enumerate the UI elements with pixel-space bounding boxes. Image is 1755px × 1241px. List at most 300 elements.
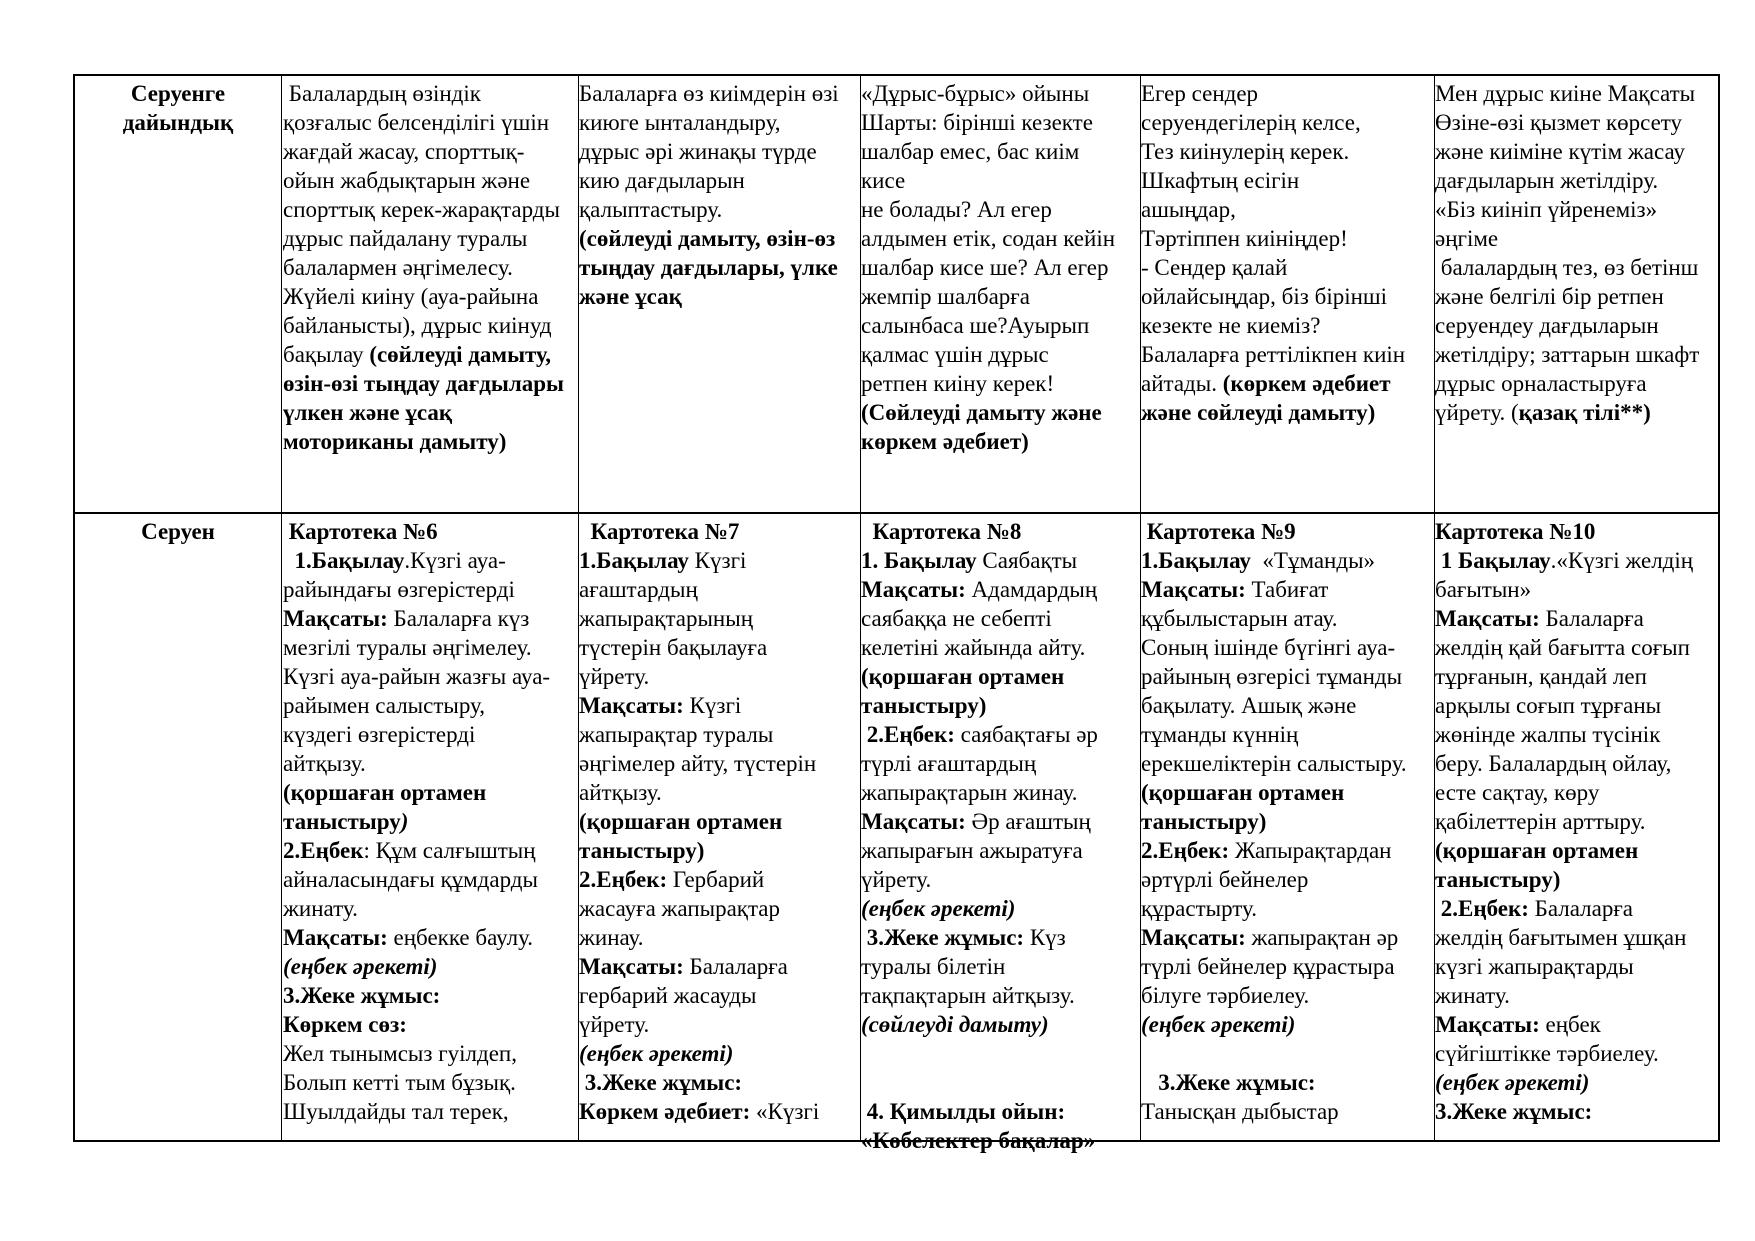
text-run: Мақсаты:	[1435, 606, 1540, 631]
text-line	[1435, 311, 1717, 340]
text-run: 3.Жеке жұмыс:	[1435, 1099, 1593, 1124]
text-line	[283, 282, 577, 311]
text-run: үйрету. (	[1435, 400, 1519, 425]
text-line	[579, 282, 859, 311]
text-run: (қоршаған ортамен	[579, 809, 783, 834]
text-run: Шкафтың есігін	[1141, 168, 1300, 193]
text-run: (еңбек әрекеті)	[1435, 1070, 1590, 1095]
text-line	[861, 575, 1139, 604]
row-heading-line: Серуенге	[130, 81, 226, 106]
text-run: Жел тынымсыз гуілдеп,	[283, 1041, 517, 1066]
text-line	[1141, 923, 1433, 952]
text-run: өзін-өзі тыңдау дағдылары	[283, 371, 564, 396]
text-run: Мақсаты:	[861, 577, 966, 602]
text-line	[1435, 166, 1717, 195]
text-line	[1141, 865, 1433, 894]
text-line	[861, 340, 1139, 369]
text-line	[283, 108, 577, 137]
text-line	[579, 253, 859, 282]
text-line	[1435, 253, 1717, 282]
text-line	[1141, 108, 1433, 137]
text-line	[283, 923, 577, 952]
text-line	[861, 1126, 1139, 1155]
text-line	[1435, 575, 1717, 604]
text-run: қабілеттерін арттыру.	[1435, 809, 1646, 834]
text-line	[861, 282, 1139, 311]
text-line	[1435, 836, 1717, 865]
text-run: Мақсаты:	[1141, 577, 1246, 602]
text-line	[283, 137, 577, 166]
text-run: «Тұманды»	[1250, 548, 1376, 573]
text-line	[1141, 398, 1433, 427]
text-run: райының өзгерісі тұманды	[1141, 664, 1403, 689]
text-line	[861, 1010, 1139, 1039]
text-line	[1141, 79, 1433, 108]
text-run: тұрғанын, қандай леп	[1435, 664, 1647, 689]
text-line	[1141, 749, 1433, 778]
text-run: Балаларға	[1528, 896, 1634, 921]
text-run: «Дұрыс-бұрыс» ойыны	[861, 81, 1090, 106]
text-run: әңгімелер айту, түстерін	[579, 751, 817, 776]
text-run: ойын жабдықтарын және	[283, 168, 531, 193]
text-line	[283, 224, 577, 253]
text-run: және ұсақ	[579, 284, 682, 309]
cell-walk-card-8	[861, 517, 1139, 1153]
text-run: Мақсаты:	[579, 954, 684, 979]
cell-walk-card-6	[283, 517, 577, 1139]
text-run: Табиғат	[1245, 577, 1329, 602]
text-line	[861, 1068, 1139, 1097]
text-line	[1141, 311, 1433, 340]
table-column-divider	[281, 74, 282, 1142]
text-line	[1141, 836, 1433, 865]
text-run: Күз	[1024, 925, 1066, 950]
text-run: бақылату. Ашық және	[1141, 693, 1357, 718]
text-run: балалардың тез, өз бетінш	[1435, 255, 1699, 280]
text-run: Көркем әдебиет:	[579, 1099, 751, 1124]
text-line	[1435, 224, 1717, 253]
text-run: Күзгі ауа-райын жазғы ауа-	[283, 664, 551, 689]
text-run: Гербарий	[667, 867, 765, 892]
table-border-left	[73, 74, 75, 1142]
text-line	[861, 195, 1139, 224]
text-run: және киіміне күтім жасау	[1435, 139, 1686, 164]
table-border-right	[1718, 74, 1720, 1142]
text-run: Күзгі	[683, 693, 742, 718]
text-run: Балаларға реттілікпен киін	[1141, 342, 1406, 367]
text-run: Егер сендер	[1141, 81, 1259, 106]
text-run: (еңбек әрекеті)	[283, 954, 438, 979]
text-run: Мен дұрыс киіне Мақсаты	[1435, 81, 1696, 106]
text-run: Балалардың өзіндік	[283, 81, 481, 106]
text-line	[1141, 369, 1433, 398]
text-line	[861, 79, 1139, 108]
text-run: (еңбек әрекеті)	[1141, 1012, 1296, 1037]
text-line	[579, 749, 859, 778]
text-run: дұрыс орналастыруға	[1435, 371, 1647, 396]
text-run: : Құм салғыштың	[363, 838, 536, 863]
text-line	[1141, 894, 1433, 923]
text-run: тұманды күннің	[1141, 722, 1299, 747]
text-run: Жүйелі киіну (ауа-райына	[283, 284, 539, 309]
text-run: күзгі жапырақтарды	[1435, 954, 1634, 979]
text-run: және белгілі бір ретпен	[1435, 284, 1664, 309]
text-line	[579, 662, 859, 691]
text-line	[1435, 137, 1717, 166]
text-run: 2.Еңбек:	[1141, 838, 1230, 863]
text-line	[1435, 923, 1717, 952]
text-line	[861, 427, 1139, 456]
row-heading-line: дайындық	[122, 110, 234, 135]
text-line	[579, 1039, 859, 1068]
text-line	[861, 517, 1139, 546]
text-run: айтады.	[1141, 371, 1223, 396]
text-run: 3.Жеке жұмыс:	[579, 1070, 743, 1095]
text-line	[283, 778, 577, 807]
text-run: (қоршаған ортамен	[283, 780, 487, 805]
text-line	[861, 865, 1139, 894]
text-run: үйрету.	[579, 664, 650, 689]
text-line	[579, 604, 859, 633]
text-line	[579, 1010, 859, 1039]
text-line	[1141, 952, 1433, 981]
text-run: Мақсаты:	[1435, 1012, 1540, 1037]
text-run: айналасындағы құмдарды	[283, 867, 538, 892]
text-line	[861, 224, 1139, 253]
text-line	[579, 778, 859, 807]
text-line	[579, 195, 859, 224]
text-run: үйрету.	[579, 1012, 650, 1037]
text-line	[579, 546, 859, 575]
text-line	[579, 836, 859, 865]
text-line	[1435, 517, 1717, 546]
text-run: алдымен етік, содан кейін	[861, 226, 1116, 251]
text-run: еңбек	[1539, 1012, 1601, 1037]
text-run: Адамдардың	[965, 577, 1098, 602]
text-run: (еңбек әрекеті)	[579, 1041, 734, 1066]
text-run: қазақ тілі**)	[1518, 400, 1651, 425]
text-run: Мақсаты:	[283, 925, 388, 950]
text-line	[861, 633, 1139, 662]
text-line	[861, 1039, 1139, 1068]
text-line	[1435, 604, 1717, 633]
text-run: 2.Еңбек:	[861, 722, 955, 747]
text-run: бақылау	[283, 342, 370, 367]
text-run: (қоршаған ортамен	[1435, 838, 1639, 863]
cell-walk-preparation-day-4	[1141, 79, 1433, 427]
text-run: Картотека №6	[283, 519, 438, 544]
text-run: Балаларға	[683, 954, 788, 979]
text-line	[283, 575, 577, 604]
text-line	[283, 253, 577, 282]
text-line	[861, 778, 1139, 807]
text-line	[1141, 720, 1433, 749]
text-run: серуендегілерің келсе,	[1141, 110, 1361, 135]
text-run: 2.Еңбек:	[1435, 896, 1529, 921]
text-run: жапырақтан әр	[1245, 925, 1399, 950]
text-run: Шарты: бірінші кезекте	[861, 110, 1093, 135]
text-line	[579, 952, 859, 981]
text-run: (сөйлеуді дамыту)	[861, 1012, 1049, 1037]
text-line	[283, 79, 577, 108]
text-line	[283, 1097, 577, 1126]
text-run: саябақтағы әр	[954, 722, 1098, 747]
text-run	[283, 548, 295, 573]
text-run: жетілдіру; заттарын шкафт	[1435, 342, 1700, 367]
text-line	[1435, 633, 1717, 662]
text-run: кезекте не киеміз?	[1141, 313, 1321, 338]
table-border-top	[73, 74, 1719, 76]
cell-walk-card-9	[1141, 517, 1433, 1139]
text-line	[1141, 778, 1433, 807]
text-run: саябаққа не себепті	[861, 606, 1052, 631]
text-run: Картотека №7	[579, 519, 740, 544]
text-run: Балаларға өз киімдерін өзі	[579, 81, 839, 106]
text-run: райындағы өзгерістерді	[283, 577, 515, 602]
text-line	[283, 195, 577, 224]
text-line	[1435, 865, 1717, 894]
text-line	[1435, 79, 1717, 108]
text-run: Мақсаты:	[1141, 925, 1246, 950]
text-run: туралы білетін	[861, 954, 1006, 979]
text-run: жапырақтар туралы	[579, 722, 774, 747]
text-line	[1435, 662, 1717, 691]
text-run: Шуылдайды тал терек,	[283, 1099, 509, 1124]
text-run: ойлайсыңдар, біз бірінші	[1141, 284, 1388, 309]
text-run: салынбаса ше?Ауырып	[861, 313, 1090, 338]
text-run: желдің қай бағытта соғып	[1435, 635, 1690, 660]
text-line	[1435, 1039, 1717, 1068]
text-run: моториканы дамыту)	[283, 429, 507, 454]
text-run: 3.Жеке жұмыс:	[1141, 1070, 1316, 1095]
text-run: жемпір шалбарға	[861, 284, 1030, 309]
text-line	[579, 224, 859, 253]
text-run: желдің бағытымен ұшқан	[1435, 925, 1687, 950]
text-line	[861, 952, 1139, 981]
text-line	[1435, 1010, 1717, 1039]
text-run: Соның ішінде бүгінгі ауа-	[1141, 635, 1396, 660]
text-run: түрлі ағаштардың	[861, 751, 1037, 776]
text-run: білуге тәрбиелеу.	[1141, 983, 1310, 1008]
text-run: есте сақтау, көру	[1435, 780, 1600, 805]
text-run: 2.Еңбек	[283, 838, 364, 863]
text-run: гербарий жасауды	[579, 983, 757, 1008]
text-line	[283, 720, 577, 749]
text-run: райымен салыстыру,	[283, 693, 485, 718]
text-run: байланысты), дұрыс киінуд	[283, 313, 552, 338]
text-line	[579, 517, 859, 546]
text-run: үлкен және ұсақ	[283, 400, 453, 425]
text-line	[1435, 340, 1717, 369]
text-run: «Біз киініп үйренеміз»	[1435, 197, 1658, 222]
text-run: жөнінде жалпы түсінік	[1435, 722, 1661, 747]
text-line	[861, 1097, 1139, 1126]
text-run: кисе	[861, 168, 906, 193]
text-run: серуендеу дағдыларын	[1435, 313, 1659, 338]
row-heading-line: Серуен	[141, 519, 215, 544]
text-run: Картотека №10	[1435, 519, 1596, 544]
text-line	[579, 108, 859, 137]
text-line	[579, 1068, 859, 1097]
text-run: 4. Қимылды ойын:	[861, 1099, 1066, 1124]
text-run: 1.Бақылау	[1141, 548, 1251, 573]
text-run: не болады? Ал егер	[861, 197, 1052, 222]
text-line	[861, 137, 1139, 166]
text-line	[861, 691, 1139, 720]
text-line	[283, 865, 577, 894]
table-row-divider	[73, 512, 1719, 514]
text-line	[579, 894, 859, 923]
text-line	[1435, 398, 1717, 427]
text-line	[1141, 137, 1433, 166]
text-line	[1141, 807, 1433, 836]
text-run: таныстыру)	[579, 838, 705, 863]
text-run: (сөйлеуді дамыту, өзін-өз	[579, 226, 836, 251]
text-run: Мақсаты:	[283, 606, 388, 631]
text-run: тақпақтарын айтқызу.	[861, 983, 1075, 1008]
text-line	[283, 807, 577, 836]
text-run: жапырақтарын жинау.	[861, 780, 1078, 805]
text-run: қалыптастыру.	[579, 197, 723, 222]
text-run: жинау.	[579, 925, 644, 950]
text-line	[1435, 778, 1717, 807]
text-run: Мақсаты:	[579, 693, 684, 718]
text-run: шалбар емес, бас киім	[861, 139, 1080, 164]
text-line	[1435, 282, 1717, 311]
cell-walk-preparation-day-5	[1435, 79, 1717, 427]
text-run: 1. Бақылау	[861, 548, 977, 573]
text-line	[861, 807, 1139, 836]
text-run: таныстыру	[283, 809, 401, 834]
text-run: және сөйлеуді дамыту)	[1141, 400, 1376, 425]
text-line	[1141, 195, 1433, 224]
text-run: 1 Бақылау	[1435, 548, 1551, 573]
text-line	[283, 427, 577, 456]
text-run: Тез киінулерің керек.	[1141, 139, 1350, 164]
text-line	[579, 865, 859, 894]
text-run: түстерін бақылауға	[579, 635, 768, 660]
cell-walk-preparation-day-1	[283, 79, 577, 456]
text-run: түрлі бейнелер құрастыра	[1141, 954, 1395, 979]
text-line	[1141, 253, 1433, 282]
text-run: Танысқан дыбыстар	[1141, 1099, 1339, 1124]
text-line	[283, 836, 577, 865]
text-line	[1435, 952, 1717, 981]
text-line	[861, 253, 1139, 282]
text-run: келетіні жайында айту.	[861, 635, 1086, 660]
text-run: тыңдау дағдылары, үлке	[579, 255, 838, 280]
text-run: Әр ағаштың	[965, 809, 1091, 834]
text-line	[1141, 1010, 1433, 1039]
text-line	[283, 981, 577, 1010]
text-run: әртүрлі бейнелер	[1141, 867, 1309, 892]
text-line	[579, 720, 859, 749]
text-line	[1141, 662, 1433, 691]
text-line	[579, 807, 859, 836]
text-line	[861, 749, 1139, 778]
text-run: жинату.	[1435, 983, 1510, 1008]
text-line	[861, 166, 1139, 195]
text-run: )	[400, 809, 409, 834]
text-run: 1.Бақылау	[294, 548, 405, 573]
text-run: (Сөйлеуді дамыту және	[861, 400, 1102, 425]
text-line	[861, 398, 1139, 427]
cell-walk-preparation-day-3	[861, 79, 1139, 456]
text-line	[283, 894, 577, 923]
text-line	[1435, 546, 1717, 575]
text-run: сүйгіштікке тәрбиелеу.	[1435, 1041, 1659, 1066]
text-line	[1141, 340, 1433, 369]
text-line	[579, 1097, 859, 1126]
text-line	[1141, 604, 1433, 633]
text-line	[861, 604, 1139, 633]
text-run: Мақсаты:	[861, 809, 966, 834]
text-run: жапырағын ажыратуға	[861, 838, 1083, 863]
text-run: қалмас үшін дұрыс	[861, 342, 1049, 367]
text-run: бағытын»	[1435, 577, 1532, 602]
text-run: ағаштардың	[579, 577, 698, 602]
text-line	[283, 340, 577, 369]
text-run: - Сендер қалай	[1141, 255, 1288, 280]
text-run: мезгілі туралы әңгімелеу.	[283, 635, 532, 660]
text-run: қозғалыс белсенділігі үшін	[283, 110, 550, 135]
text-run: Болып кетті тым бұзық.	[283, 1070, 516, 1095]
text-run: Көркем сөз:	[283, 1012, 407, 1037]
text-run: Жапырақтардан	[1229, 838, 1392, 863]
text-run: Тәртіппен киініңдер!	[1141, 226, 1348, 251]
text-line	[579, 923, 859, 952]
text-run: құбылыстарын атау.	[1141, 606, 1338, 631]
text-line	[283, 1068, 577, 1097]
text-run: шалбар кисе ше? Ал егер	[861, 255, 1109, 280]
text-line	[579, 633, 859, 662]
text-run: жинату.	[283, 896, 358, 921]
text-run: (көркем әдебиет	[1222, 371, 1391, 396]
text-line	[283, 311, 577, 340]
text-run: дұрыс пайдалану туралы	[283, 226, 528, 251]
text-run: спорттық керек-жарақтарды	[283, 197, 560, 222]
text-run: жапырақтарының	[579, 606, 754, 631]
text-run: таныстыру)	[861, 693, 987, 718]
text-run: дұрыс әрі жинақы түрде	[579, 139, 817, 164]
text-line	[579, 575, 859, 604]
text-line	[283, 1039, 577, 1068]
text-run: үйрету.	[861, 867, 932, 892]
text-run: Картотека №8	[861, 519, 1022, 544]
text-line	[579, 981, 859, 1010]
text-line	[1435, 369, 1717, 398]
text-line	[1141, 546, 1433, 575]
text-run: құрастырту.	[1141, 896, 1257, 921]
text-line	[283, 546, 577, 575]
text-line	[283, 691, 577, 720]
text-run: ерекшеліктерін салыстыру.	[1141, 751, 1407, 776]
text-line	[1435, 749, 1717, 778]
text-run: еңбекке баулу.	[387, 925, 534, 950]
text-run: Картотека №9	[1141, 519, 1296, 544]
text-run: киюге ынталандыру,	[579, 110, 781, 135]
text-run: көркем әдебиет)	[861, 429, 1029, 454]
text-run: (қоршаған ортамен	[861, 664, 1065, 689]
text-run: 3.Жеке жұмыс:	[283, 983, 441, 1008]
text-line	[1141, 517, 1433, 546]
text-run: беру. Балалардың ойлау,	[1435, 751, 1672, 776]
text-run: .Күзгі ауа-	[404, 548, 506, 573]
text-run: (еңбек әрекеті)	[861, 896, 1016, 921]
text-run: таныстыру)	[1141, 809, 1267, 834]
row-heading-walk-preparation	[78, 79, 278, 137]
text-run: жасауға жапырақтар	[579, 896, 781, 921]
